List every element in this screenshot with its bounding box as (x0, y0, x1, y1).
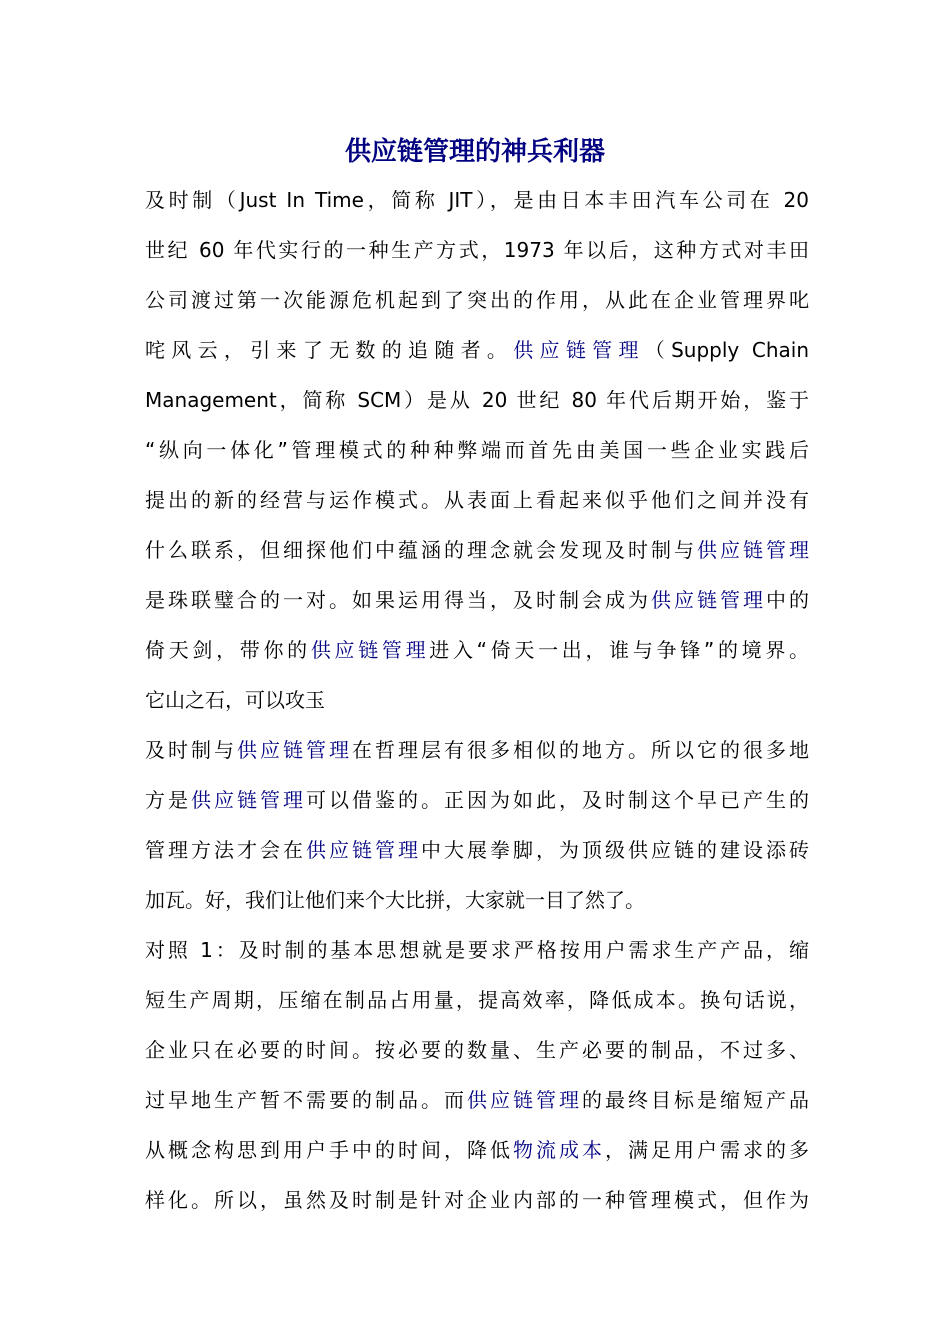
hyperlink[interactable]: 供应链管理 (191, 788, 306, 812)
text-segment: 提出的新的经营与运作模式。从表面上看起来似乎他们之间并没有 (145, 488, 809, 512)
text-line (145, 275, 809, 325)
hyperlink[interactable]: 供应链管理 (513, 338, 645, 362)
document-body (145, 175, 809, 1225)
text-line (145, 1025, 809, 1075)
text-segment: 加瓦。好，我们让他们来个大比拼，大家就一目了然了。 (145, 888, 645, 912)
text-segment: 管理方法才会在 (145, 838, 306, 862)
text-segment: 中的 (766, 588, 809, 612)
text-segment: 中大展拳脚，为顶级供应链的建设添砖 (421, 838, 809, 862)
text-line (145, 975, 809, 1025)
text-segment: 从概念构思到用户手中的时间，降低 (145, 1138, 513, 1162)
text-segment: 世纪 60 年代实行的一种生产方式，1973 年以后，这种方式对丰田 (145, 238, 809, 262)
hyperlink[interactable]: 物流成本 (513, 1138, 605, 1162)
text-line (145, 425, 809, 475)
hyperlink[interactable]: 供应链管理 (310, 638, 430, 662)
text-segment: 过早地生产暂不需要的制品。而 (145, 1088, 467, 1112)
text-line (145, 475, 809, 525)
document-title: 供应链管理的神兵利器 (344, 137, 605, 167)
text-segment: 咤风云，引来了无数的追随者。 (145, 338, 514, 362)
text-line (145, 1075, 809, 1125)
text-segment: （Supply Chain (644, 338, 809, 362)
text-segment: 对照 1：及时制的基本思想就是要求严格按用户需求生产产品，缩 (145, 938, 809, 962)
text-line (145, 925, 809, 975)
text-line (145, 375, 809, 425)
hyperlink[interactable]: 供应链管理 (651, 588, 766, 612)
hyperlink[interactable]: 供应链管理 (467, 1088, 582, 1112)
text-segment: 企业只在必要的时间。按必要的数量、生产必要的制品，不过多、 (145, 1038, 809, 1062)
text-line (145, 225, 809, 275)
text-line (145, 325, 809, 375)
text-line (145, 825, 809, 875)
text-segment: 倚天剑，带你的 (145, 638, 311, 662)
text-line (145, 675, 809, 725)
text-segment: 它山之石，可以攻玉 (145, 688, 325, 712)
text-segment: 是珠联璧合的一对。如果运用得当，及时制会成为 (145, 588, 651, 612)
hyperlink[interactable]: 供应链管理 (306, 838, 421, 862)
text-line (145, 775, 809, 825)
text-line (145, 525, 809, 575)
text-segment: Management，简称 SCM）是从 20 世纪 80 年代后期开始，鉴于 (145, 388, 809, 412)
text-line (145, 1175, 809, 1225)
text-line (145, 1125, 809, 1175)
text-segment: 的最终目标是缩短产品 (582, 1088, 809, 1112)
text-segment: 进入“倚天一出，谁与争锋”的境界。 (429, 638, 809, 662)
text-segment: 公司渡过第一次能源危机起到了突出的作用，从此在企业管理界叱 (145, 288, 809, 312)
text-segment: 在哲理层有很多相似的地方。所以它的很多地 (352, 738, 809, 762)
text-line (145, 875, 809, 925)
text-segment: 及时制（Just In Time，简称 JIT），是由日本丰田汽车公司在 20 (145, 188, 809, 212)
hyperlink[interactable]: 供应链管理 (697, 538, 809, 562)
text-segment: 短生产周期，压缩在制品占用量，提高效率，降低成本。换句话说， (145, 988, 809, 1012)
text-segment: 样化。所以，虽然及时制是针对企业内部的一种管理模式，但作为 (145, 1188, 809, 1212)
text-segment: ，满足用户需求的多 (605, 1138, 809, 1162)
text-line (145, 575, 809, 625)
text-segment: “纵向一体化”管理模式的种种弊端而首先由美国一些企业实践后 (145, 438, 809, 462)
text-line (145, 625, 809, 675)
text-segment: 什么联系，但细探他们中蕴涵的理念就会发现及时制与 (145, 538, 697, 562)
text-segment: 可以借鉴的。正因为如此，及时制这个早已产生的 (306, 788, 809, 812)
hyperlink[interactable]: 供应链管理 (237, 738, 352, 762)
text-line (145, 725, 809, 775)
text-segment: 及时制与 (145, 738, 237, 762)
text-line (145, 175, 809, 225)
text-segment: 方是 (145, 788, 191, 812)
